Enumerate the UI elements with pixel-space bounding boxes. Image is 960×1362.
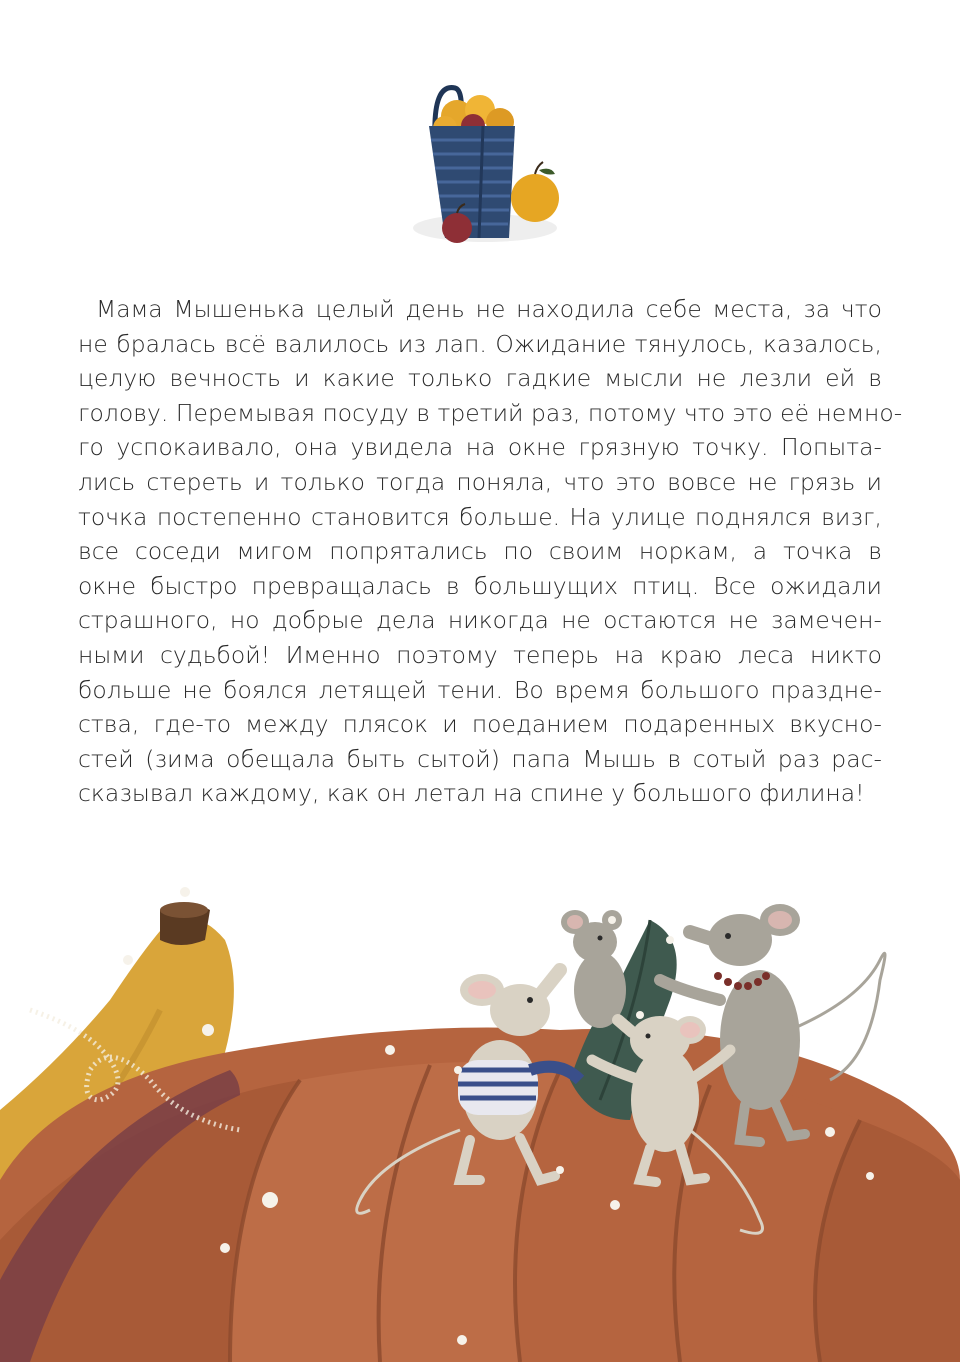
mouse-grey-top	[561, 910, 626, 1028]
story-line: сказывал каждому, как он летал на спине у большого филина!	[78, 779, 865, 808]
story-line: лись стереть и только тогда поняла, что это вовсе не грязь и	[78, 467, 882, 496]
story-line: страшного, но добрые дела никогда не остаются не замечен-	[78, 606, 882, 635]
story-line: стей (зима обещала быть сытой) папа Мышь в сотый раз рас-	[78, 744, 882, 773]
orange-fruit	[511, 174, 559, 222]
story-line: точка постепенно становится больше. На улице поднялся визг,	[78, 502, 882, 531]
pumpkin-scene-illustration	[0, 880, 960, 1362]
story-line: голову. Перемывая посуду в третий раз, потому что это её немно-	[78, 398, 903, 427]
story-line: не бралась всё валилось из лап. Ожидание тянулось, казалось,	[78, 329, 882, 358]
story-line: все соседи мигом попрятались по своим норкам, а точка в	[78, 537, 882, 566]
story-line: ными судьбой! Именно поэтому теперь на краю леса никто	[78, 640, 882, 669]
story-line: целую вечность и какие только гадкие мысли не лезли ей в	[78, 364, 882, 393]
story-line: го успокаивало, она увидела на окне грязную точку. Попыта-	[78, 433, 882, 462]
story-line: Мама Мышенька целый день не находила себе места, за что	[96, 295, 882, 323]
story-text	[78, 292, 903, 811]
plum-front	[442, 213, 472, 243]
story-line: ства, где-то между плясок и поеданием подаренных вкусно-	[78, 710, 882, 739]
story-line: окне быстро превращалась в большущих птиц. Все ожидали	[78, 571, 882, 600]
basket-illustration	[405, 78, 565, 248]
story-line: больше не боялся летящей тени. Во время большого праздне-	[78, 675, 882, 704]
